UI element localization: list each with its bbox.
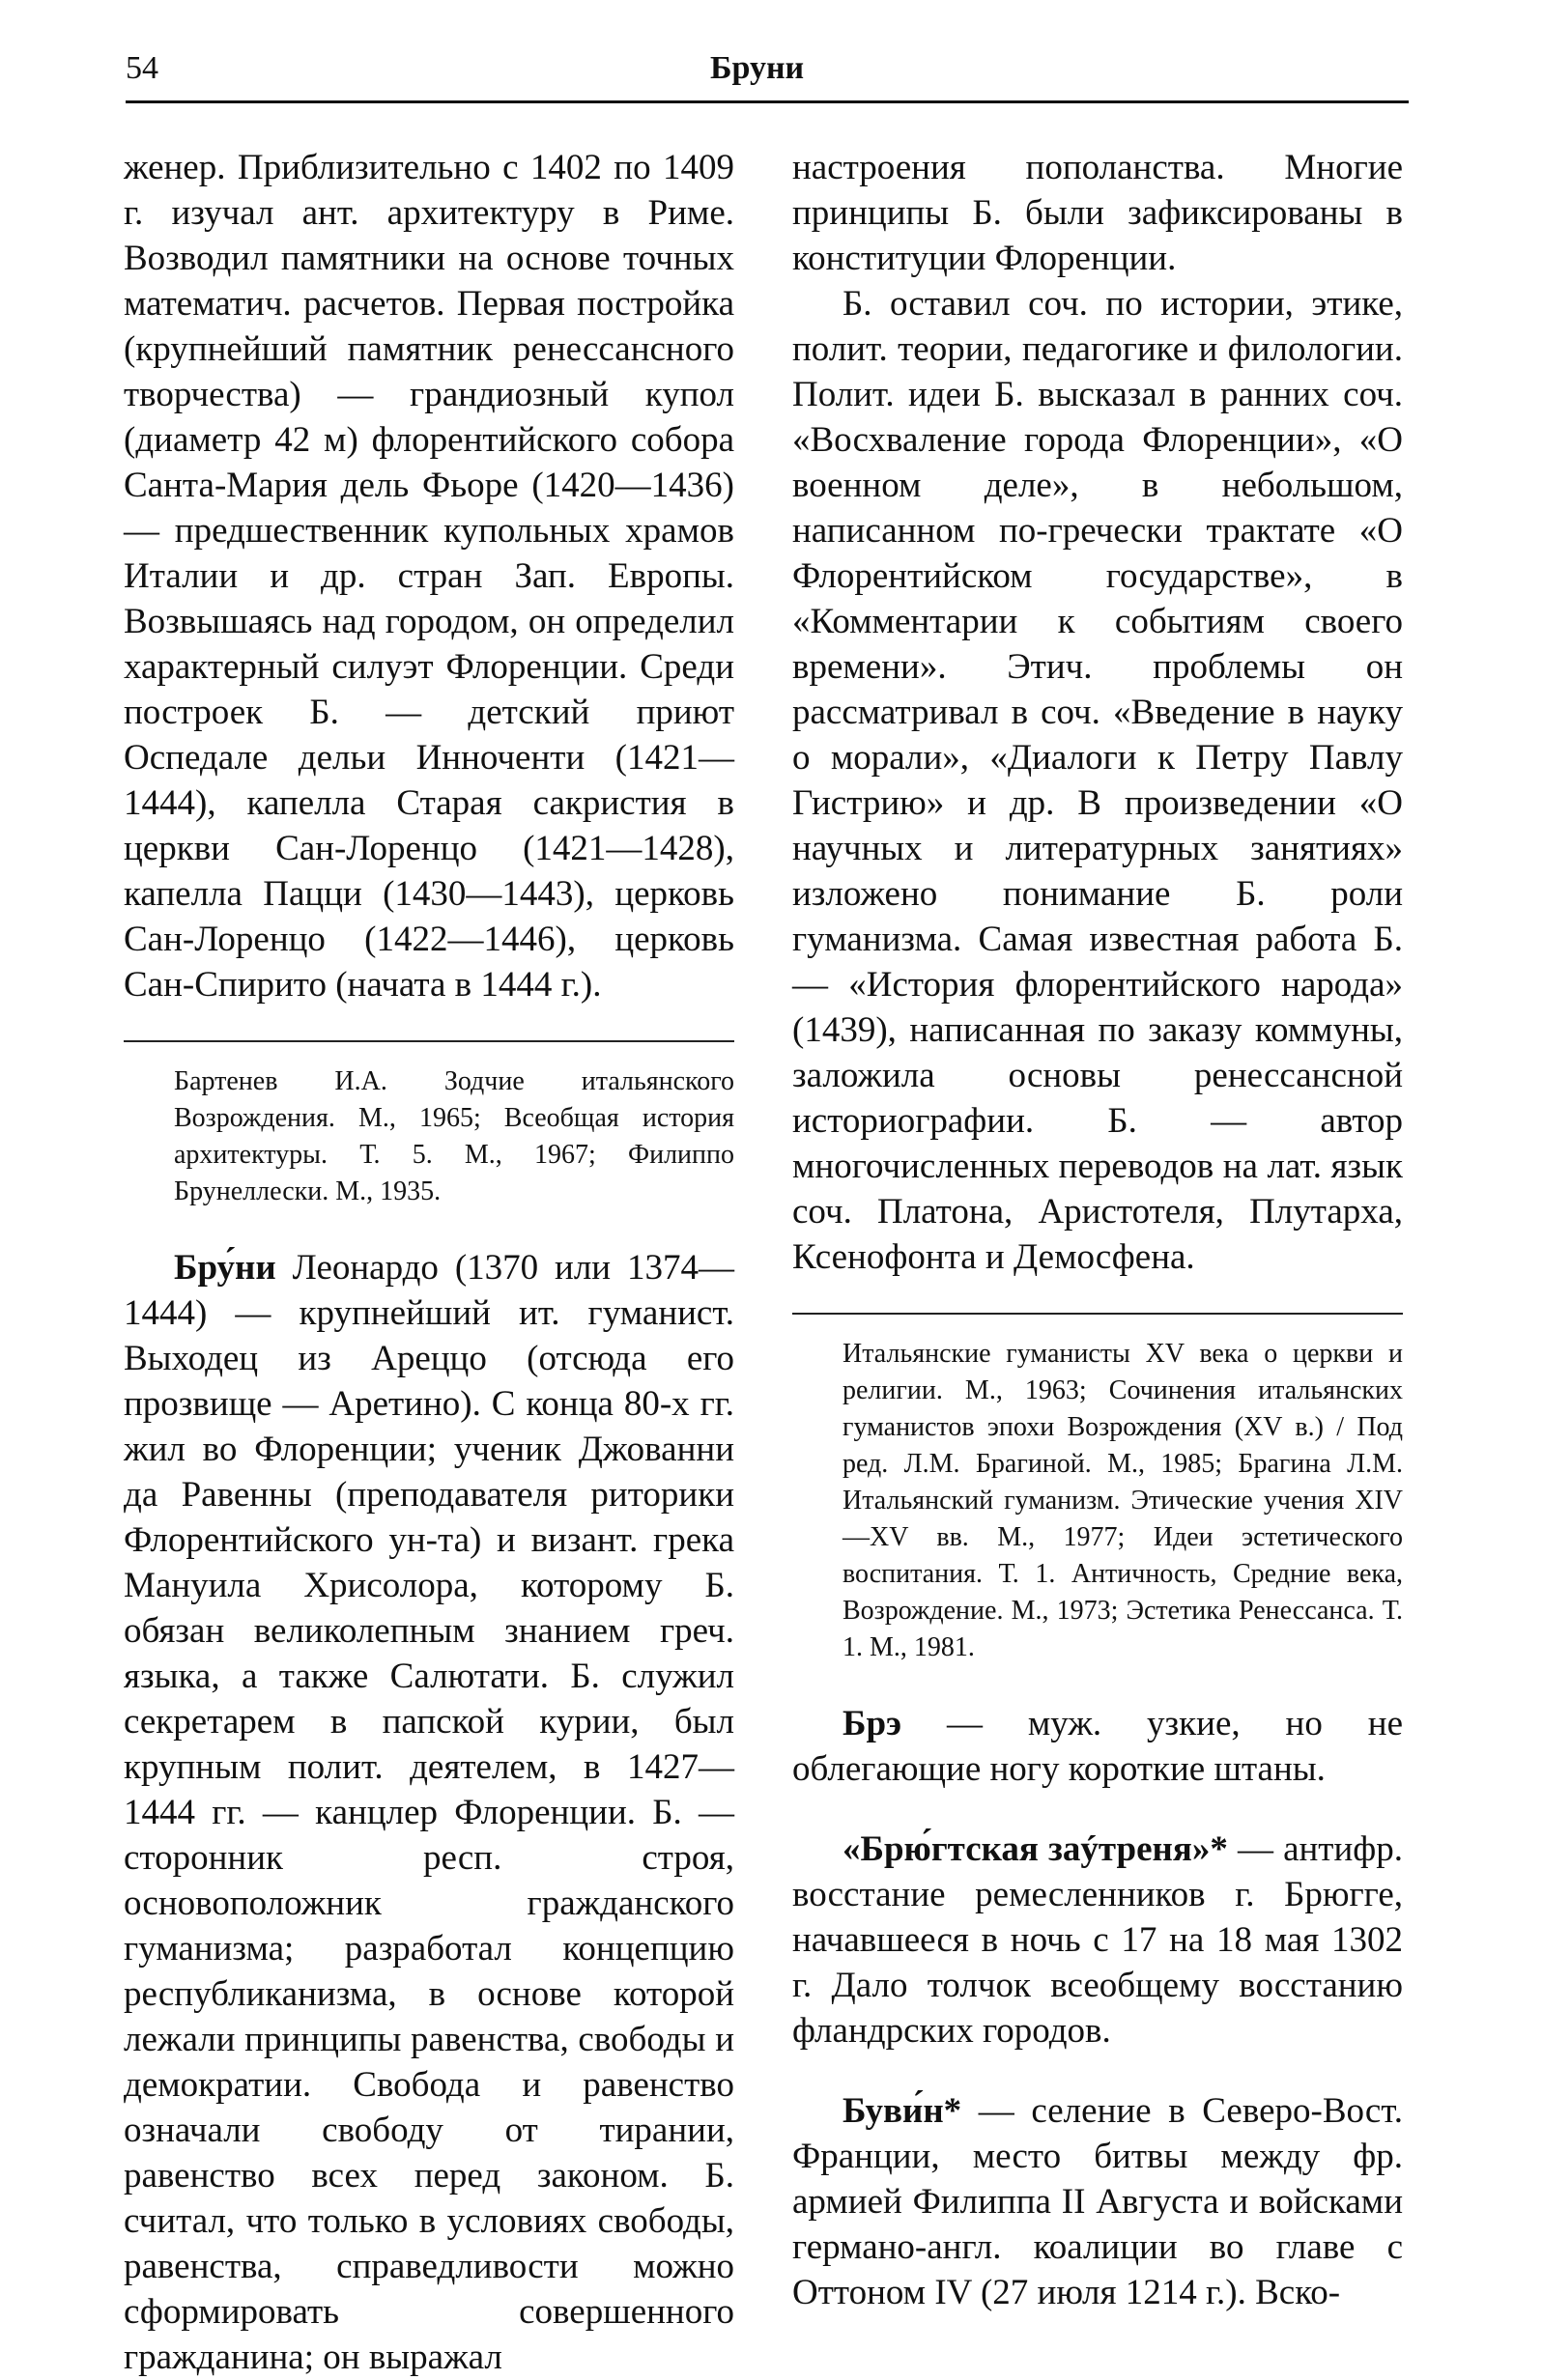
page-number: 54 xyxy=(126,50,158,86)
entry-bruges-matins xyxy=(792,1827,1403,2054)
entry-bouvines xyxy=(792,2088,1403,2315)
brunelleschi-references: Бартенев И.А. Зодчие итальянского Возрождения. М., 1965; Всеобщая история архитектуры. Т. 5. М., 1967; Филиппо Брунеллески. М., 1935. xyxy=(174,1066,734,1206)
entry-term: Бру́ни xyxy=(174,1248,276,1288)
left-column xyxy=(124,145,734,2380)
reference-divider xyxy=(792,1313,1403,1315)
brunelleschi-continuation: женер. Приблизительно с 1402 по 1409 г. изучал ант. архитектуру в Риме. Возводил памятники на основе точных математич. расчетов. Первая постройка (крупнейший памятник ренессансного творчества) — грандиозный купол (диаметр 42 м) флорентийского собора Санта-Мария дель Фьоре (1420—1436) — предшественник купольных храмов Италии и др. стран Зап. Европы. Возвышаясь над городом, он определил характерный силуэт Флоренции. Среди построек Б. — детский приют Оспедале дельи Инноченти (1421—1444), капелла Старая сакристия в церкви Сан-Лоренцо (1421—1428), капелла Пацци (1430—1443), церковь Сан-Лоренцо (1422—1446), церковь Сан-Спирито (начата в 1444 г.). xyxy=(124,148,734,1005)
entry-bruni xyxy=(124,1245,734,2380)
bruni-references: Итальянские гуманисты XV века о церкви и религии. М., 1963; Сочинения итальянских гуманистов эпохи Возрождения (XV в.) / Под ред. Л.М. Брагиной. М., 1985; Брагина Л.М. Итальянский гуманизм. Этические учения XIV—XV вв. М., 1977; Идеи эстетического воспитания. Т. 1. Античность, Средние века, Возрождение. М., 1973; Эстетика Ренессанса. Т. 1. М., 1981. xyxy=(842,1339,1403,1662)
reference-divider xyxy=(124,1040,734,1042)
bruni-paragraph-2: Б. оставил соч. по истории, этике, полит. теории, педагогике и филологии. Полит. идеи Б. высказал в ранних соч. «Восхваление города Флоренции», «О военном деле», в небольшом, написанном по-гречески трактате «О Флорентийском государстве», в «Комментарии к событиям своего времени». Этич. проблемы он рассматривал в соч. «Введение в науку о морали», «Диалоги к Петру Павлу Гистрию» и др. В произведении «О научных и литературных занятиях» изложено понимание Б. роли гуманизма. Самая известная работа Б. — «История флорентийского народа» (1439), написанная по заказу коммуны, заложила основы ренессансной историографии. Б. — автор многочисленных переводов на лат. язык соч. Платона, Аристотеля, Плутарха, Ксенофонта и Демосфена. xyxy=(792,284,1403,1277)
header-rule xyxy=(126,100,1409,103)
entry-text: Леонардо (1370 или 1374—1444) — крупнейший ит. гуманист. Выходец из Ареццо (отсюда его прозвище — Аретино). С конца 80-х гг. жил во Флоренции; ученик Джованни да Равенны (преподавателя риторики Флорентийского ун-та) и визант. грека Мануила Хрисолора, которому Б. обязан великолепным знанием греч. языка, а также Салютати. Б. служил секретарем в папской курии, был крупным полит. деятелем, в 1427—1444 гг. — канцлер Флоренции. Б. — сторонник респ. строя, основоположник гражданского гуманизма; разработал концепцию республиканизма, в основе которой лежали принципы равенства, свободы и демократии. Свобода и равенство означали свободу от тирании, равенство всех перед законом. Б. считал, что только в условиях свободы, равенства, справедливости можно сформировать совершенного гражданина; он выражал xyxy=(124,1248,735,2377)
entry-term: Буви́н* xyxy=(842,2091,962,2131)
right-column xyxy=(792,145,1403,2315)
running-head: Бруни xyxy=(710,50,805,86)
entry-bre xyxy=(792,1701,1403,1792)
entry-term: Брэ xyxy=(842,1704,902,1743)
entry-text: — антифр. восстание ремесленников г. Брюгге, начавшееся в ночь с 17 на 18 мая 1302 г. Дало толчок всеобщему восстанию фландрских городов. xyxy=(792,1829,1404,2051)
entry-text: — муж. узкие, но не облегающие ногу короткие штаны. xyxy=(792,1704,1403,1789)
entry-term: «Брю́гтская заýтреня»* xyxy=(842,1829,1228,1869)
bruni-continuation: настроения пополанства. Многие принципы Б. были зафиксированы в конституции Флоренции. xyxy=(792,148,1403,278)
entry-text: — селение в Северо-Вост. Франции, место битвы между фр. армией Филиппа II Августа и войсками германо-англ. коалиции во главе с Оттоном IV (27 июля 1214 г.). Вско- xyxy=(792,2091,1403,2312)
